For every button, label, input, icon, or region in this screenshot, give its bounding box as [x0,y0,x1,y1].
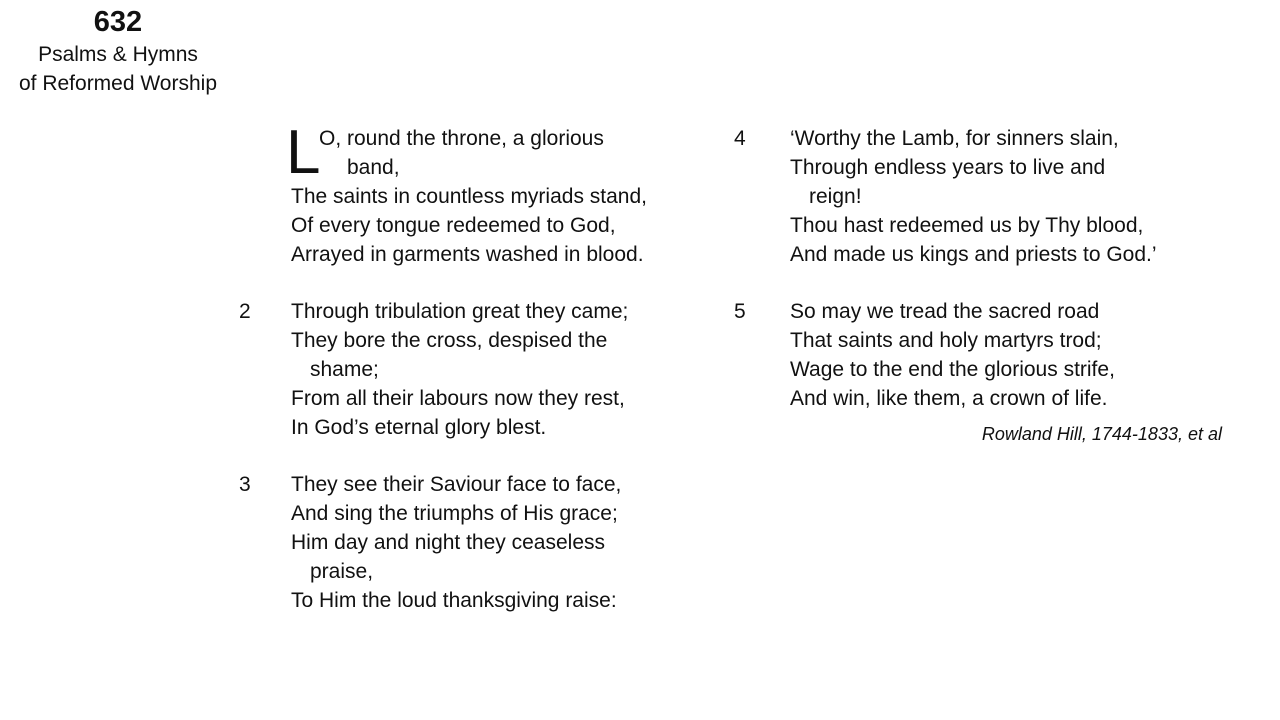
verse-line: And win, like them, a crown of life. [790,387,1108,410]
hymn-number: 632 [93,6,143,38]
verse-line: Of every tongue redeemed to God, [291,214,616,237]
verse-line: Through tribulation great they came; [291,300,629,323]
verse-line: In God’s eternal glory blest. [291,416,547,439]
hymnal-title-line2: of Reformed Worship [18,72,218,95]
verse-line: ‘Worthy the Lamb, for sinners slain, [790,127,1119,150]
drop-cap: L [286,118,321,187]
verse-number: 4 [734,127,746,150]
verse-line: shame; [310,358,379,381]
verse-line: Him day and night they ceaseless [291,531,606,554]
verse-line: From all their labours now they rest, [291,387,625,410]
verse-line: O, round the throne, a glorious [319,127,604,150]
hymn-header [0,4,236,98]
verse-line: That saints and holy martyrs trod; [790,329,1102,352]
verse-line: They see their Saviour face to face, [291,473,622,496]
verse-number: 5 [734,300,746,323]
verse-number: 2 [239,300,251,323]
verse-line: reign! [809,185,862,208]
verse-line: They bore the cross, despised the [291,329,608,352]
verse-line: Arrayed in garments washed in blood. [291,243,644,266]
verse-line: band, [347,156,400,179]
verse-line: praise, [310,560,374,583]
verse-line: Through endless years to live and [790,156,1106,179]
verse-number: 3 [239,473,251,496]
verse-line: And made us kings and priests to God.’ [790,243,1157,266]
verse-line: So may we tread the sacred road [790,300,1100,323]
verse-line: To Him the loud thanksgiving raise: [291,589,617,612]
verse-line: And sing the triumphs of His grace; [291,502,618,525]
verse-line: Thou hast redeemed us by Thy blood, [790,214,1144,237]
hymnal-title-line1: Psalms & Hymns [38,43,198,66]
verse-line: The saints in countless myriads stand, [291,185,647,208]
verse-line: Wage to the end the glorious strife, [790,358,1115,381]
author-attribution: Rowland Hill, 1744-1833, et al [981,424,1222,444]
